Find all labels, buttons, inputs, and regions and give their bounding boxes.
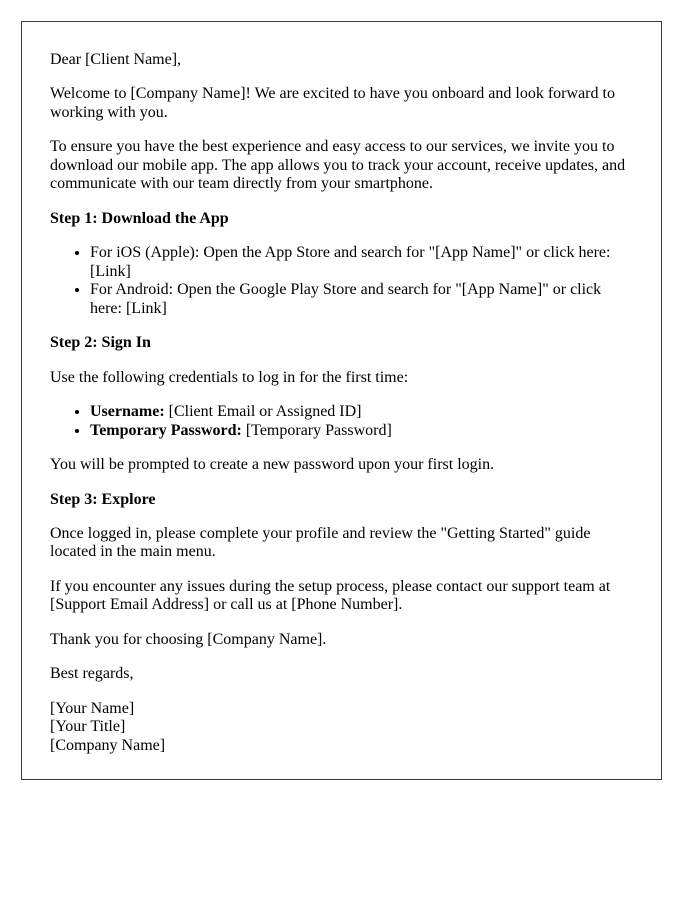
credentials-list [50,403,633,440]
password-value: [Temporary Password] [241,421,392,439]
step1-heading: Step 1: Download the App [50,209,229,227]
list-item-password [90,422,633,440]
signature-company: [Company Name] [50,736,166,754]
step1-download-list [50,244,633,318]
thanks-paragraph: Thank you for choosing [Company Name]. [50,630,327,648]
credentials-intro: Use the following credentials to log in for the first time: [50,368,409,386]
list-item-android: • For Android: Open the Google Play Store and search for "[App Name]" or click here: [Link] [90,281,633,318]
closing: Best regards, [50,665,134,683]
signature-block [50,700,633,755]
step2-heading: Step 2: Sign In [50,334,151,352]
signature-name: [Your Name] [50,699,135,717]
intro-paragraph: Welcome to [Company Name]! We are excited to have you onboard and look forward to working with you. [50,85,615,121]
list-item-username [90,403,633,421]
explore-paragraph: Once logged in, please complete your profile and review the "Getting Started" guide located in the main menu. [50,524,591,561]
signature-title: [Your Title] [50,718,126,736]
password-note: You will be prompted to create a new password upon your first login. [50,456,495,474]
salutation: Dear [Client Name], [50,51,182,68]
letter-body [50,51,633,755]
support-paragraph: If you encounter any issues during the setup process, please contact our support team at [Support Email Address] or call us at [Phone Number]. [50,577,611,614]
list-item-ios: • For iOS (Apple): Open the App Store and search for "[App Name]" or click here: [Link] [90,244,633,281]
step3-heading: Step 3: Explore [50,490,156,508]
letter-page [21,21,662,780]
app-invite-paragraph: To ensure you have the best experience and easy access to our services, we invite you to download our mobile app. The app allows you to track your account, receive updates, and communicate with our team directly from your smartphone. [50,138,626,193]
password-label: Temporary Password: [90,421,242,439]
username-value: [Client Email or Assigned ID] [164,403,362,421]
username-label: Username: [90,403,165,421]
